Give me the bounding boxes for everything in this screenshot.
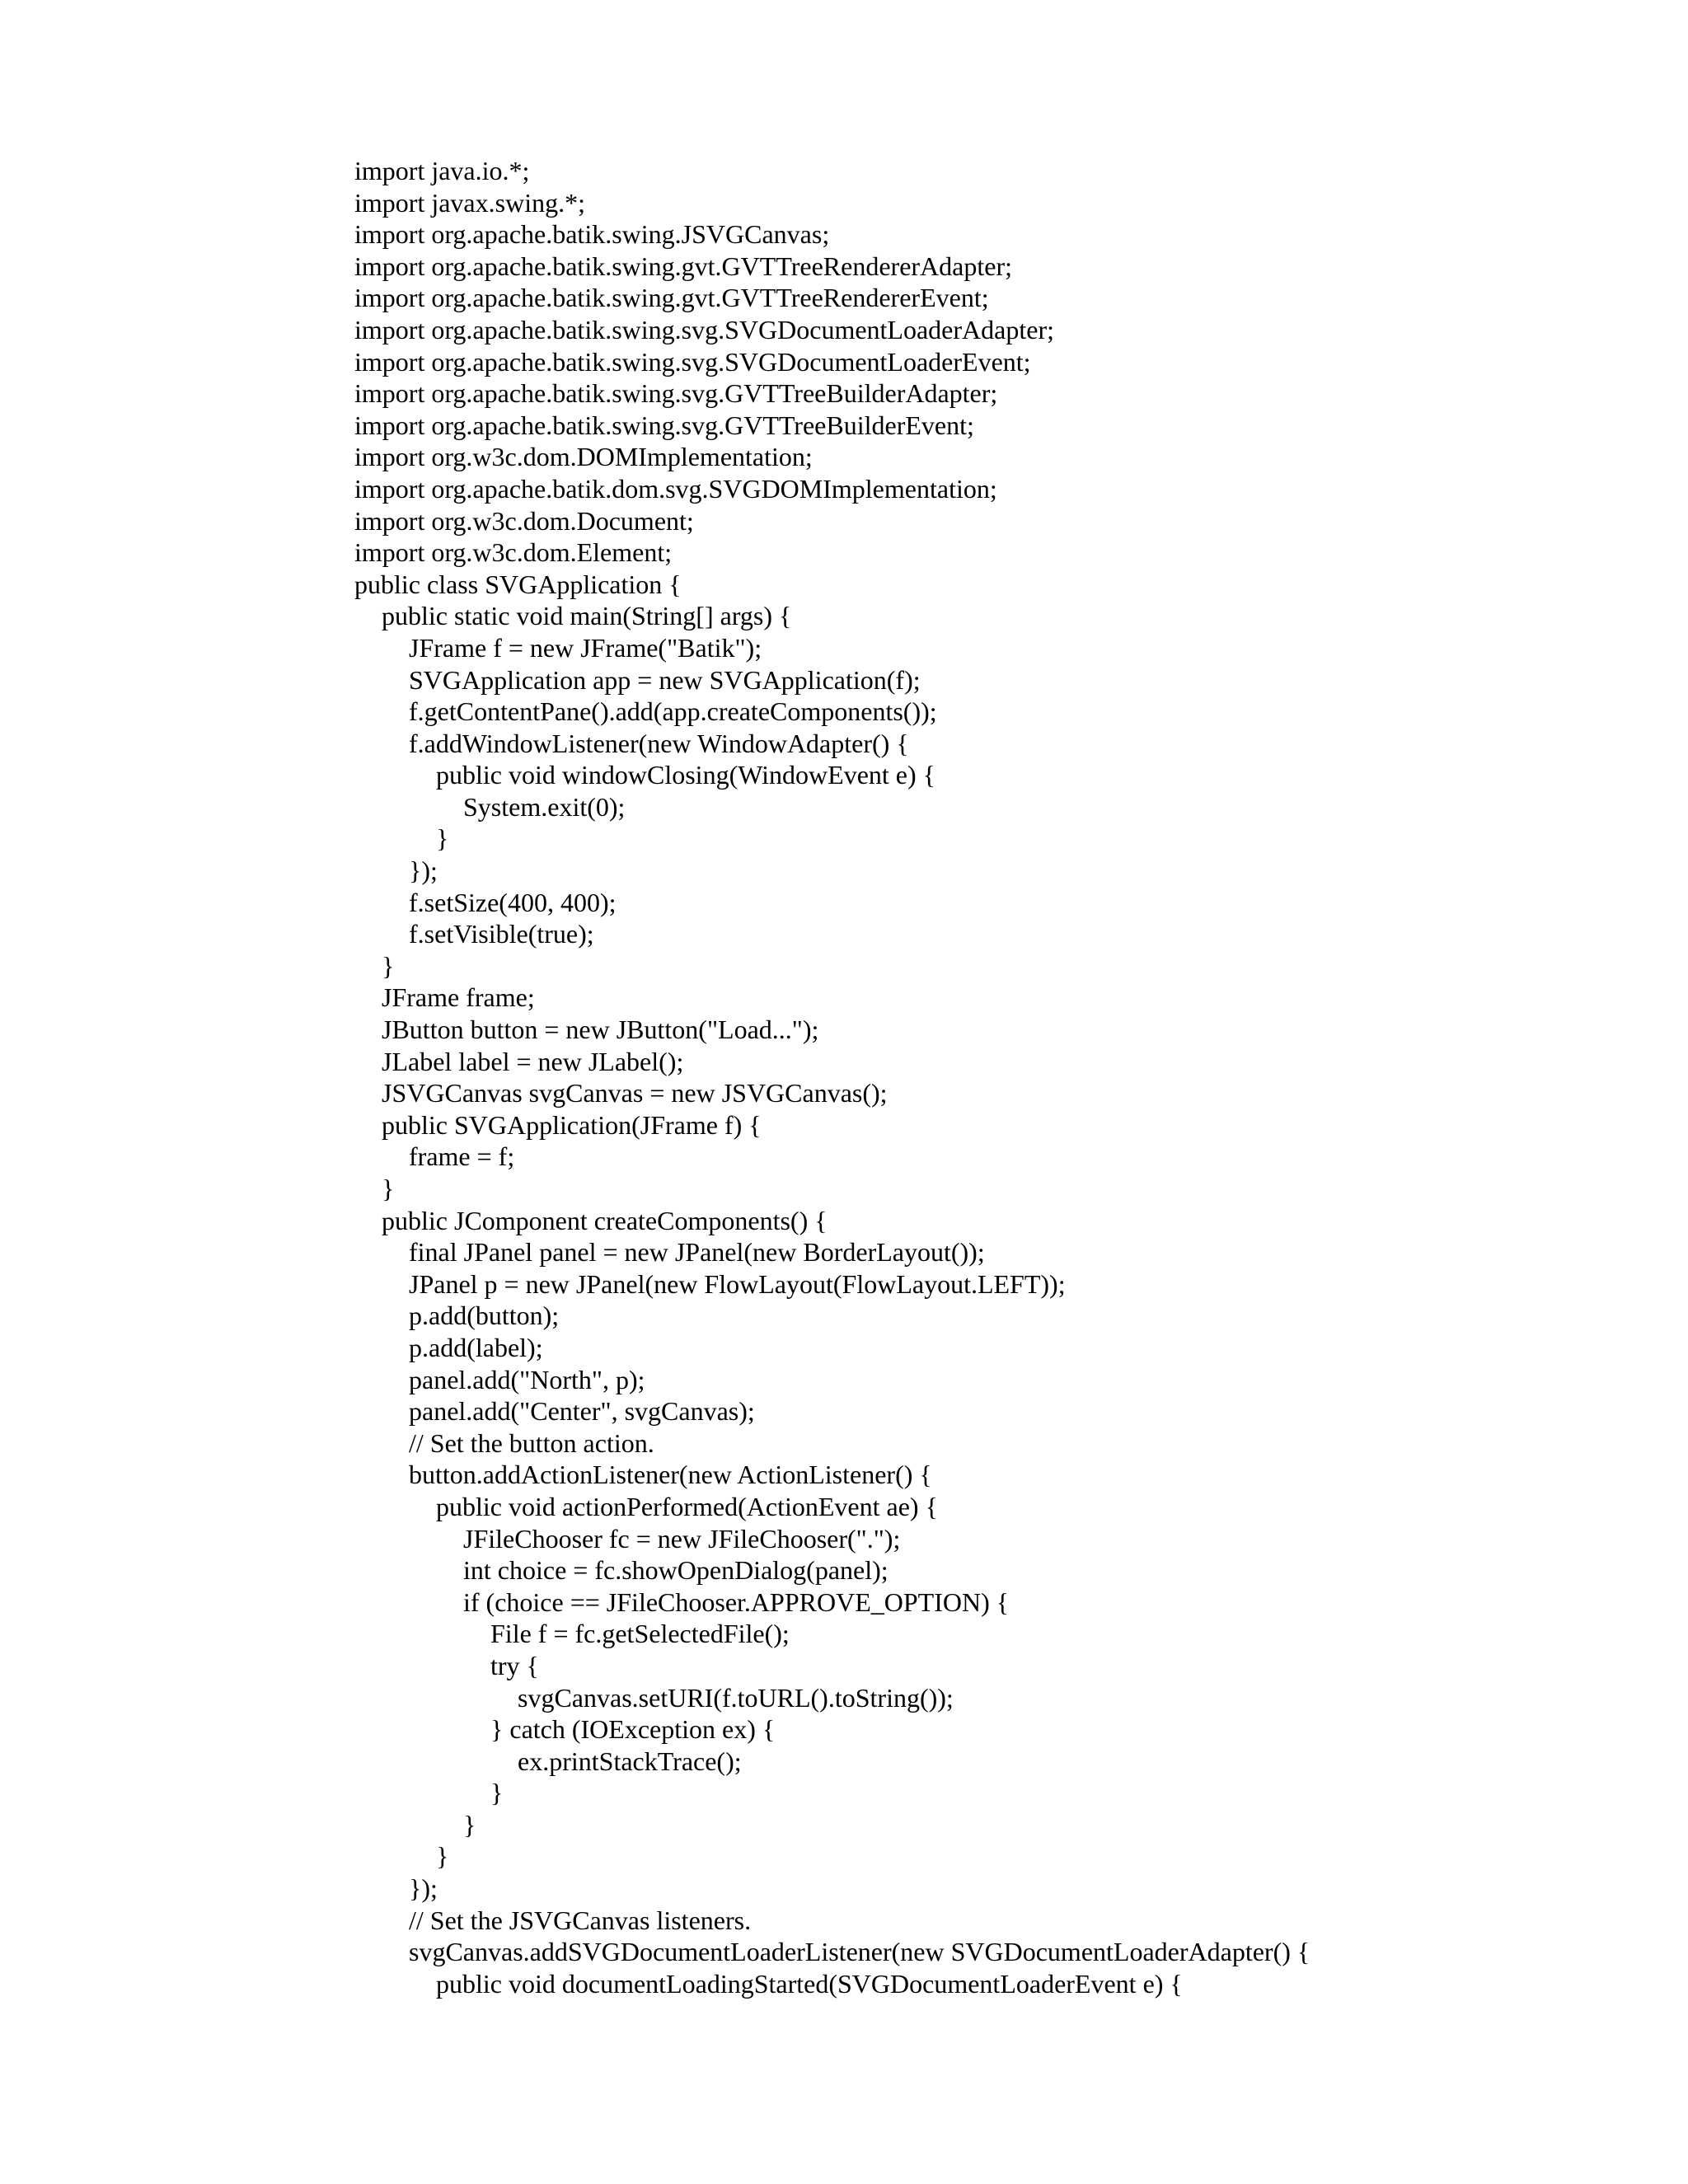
code-line: import java.io.*; (354, 156, 530, 185)
code-line: import org.apache.batik.dom.svg.SVGDOMImplementation; (354, 473, 997, 504)
code-line: import org.apache.batik.swing.svg.GVTTreeBuilderEvent; (354, 410, 974, 440)
code-line: // Set the button action. (409, 1427, 654, 1458)
code-line: f.addWindowListener(new WindowAdapter() { (409, 728, 909, 758)
code-line: panel.add("North", p); (409, 1364, 645, 1394)
code-line: import org.apache.batik.swing.svg.SVGDocumentLoaderAdapter; (354, 314, 1054, 344)
code-line: import org.w3c.dom.Element; (354, 537, 673, 568)
code-line: f.setVisible(true); (409, 919, 594, 949)
code-line: p.add(button); (409, 1301, 560, 1331)
code-line: f.setSize(400, 400); (409, 887, 617, 917)
code-line: import javax.swing.*; (354, 187, 585, 218)
code-line: JPanel p = new JPanel(new FlowLayout(FlowLayout.LEFT)); (409, 1268, 1066, 1299)
code-line: if (choice == JFileChooser.APPROVE_OPTION) { (463, 1586, 1010, 1617)
code-line: } (436, 823, 449, 854)
code-line: f.getContentPane().add(app.createComponents()); (409, 696, 937, 727)
code-line: public void actionPerformed(ActionEvent ae) { (436, 1491, 938, 1521)
code-line: } (382, 1174, 395, 1203)
code-line: import org.apache.batik.swing.svg.GVTTreeBuilderAdapter; (354, 378, 998, 409)
code-line: panel.add("Center", svgCanvas); (409, 1396, 755, 1427)
code-line: }); (409, 1873, 438, 1904)
code-line: JButton button = new JButton("Load..."); (382, 1015, 819, 1045)
code-line: JFrame f = new JFrame("Batik"); (409, 632, 762, 663)
code-line: } (436, 1841, 449, 1872)
code-line: import org.w3c.dom.DOMImplementation; (354, 442, 813, 472)
code-line: public JComponent createComponents() { (382, 1205, 828, 1235)
code-line: }); (409, 855, 438, 886)
code-line: JLabel label = new JLabel(); (382, 1046, 684, 1076)
code-line: JSVGCanvas svgCanvas = new JSVGCanvas(); (382, 1078, 888, 1108)
code-line: File f = fc.getSelectedFile(); (490, 1619, 790, 1649)
code-line: import org.apache.batik.swing.gvt.GVTTreeRendererAdapter; (354, 251, 1013, 281)
code-line: svgCanvas.addSVGDocumentLoaderListener(new SVGDocumentLoaderAdapter() { (409, 1937, 1311, 1967)
code-line: System.exit(0); (463, 791, 626, 822)
code-line: } (382, 950, 395, 981)
code-line: svgCanvas.setURI(f.toURL().toString()); (518, 1682, 954, 1713)
code-line: import org.apache.batik.swing.gvt.GVTTreeRendererEvent; (354, 283, 989, 313)
code-line: public void documentLoadingStarted(SVGDocumentLoaderEvent e) { (436, 1968, 1183, 1999)
code-line: // Set the JSVGCanvas listeners. (409, 1905, 752, 1935)
code-line: ex.printStackTrace(); (518, 1746, 742, 1776)
code-line: final JPanel panel = new JPanel(new BorderLayout()); (409, 1237, 985, 1268)
code-line: } (463, 1809, 476, 1840)
code-line: } (490, 1778, 504, 1808)
code-line: import org.apache.batik.swing.JSVGCanvas; (354, 219, 830, 250)
code-line: } catch (IOException ex) { (490, 1714, 776, 1745)
code-line: JFileChooser fc = new JFileChooser("."); (463, 1523, 901, 1554)
code-line: public void windowClosing(WindowEvent e) { (436, 760, 935, 790)
code-line: public SVGApplication(JFrame f) { (382, 1109, 762, 1140)
code-line: button.addActionListener(new ActionListener() { (409, 1460, 932, 1490)
code-listing (354, 155, 1640, 1999)
code-line: public class SVGApplication { (354, 569, 682, 599)
code-line: try { (490, 1650, 539, 1680)
code-line: import org.w3c.dom.Document; (354, 505, 694, 536)
code-line: JFrame frame; (382, 982, 535, 1013)
code-line: import org.apache.batik.swing.svg.SVGDocumentLoaderEvent; (354, 346, 1031, 377)
code-line: frame = f; (409, 1141, 515, 1172)
code-line: int choice = fc.showOpenDialog(panel); (463, 1555, 889, 1586)
code-line: SVGApplication app = new SVGApplication(f); (409, 664, 921, 695)
code-line: p.add(label); (409, 1332, 543, 1362)
code-line: public static void main(String[] args) { (382, 601, 792, 631)
